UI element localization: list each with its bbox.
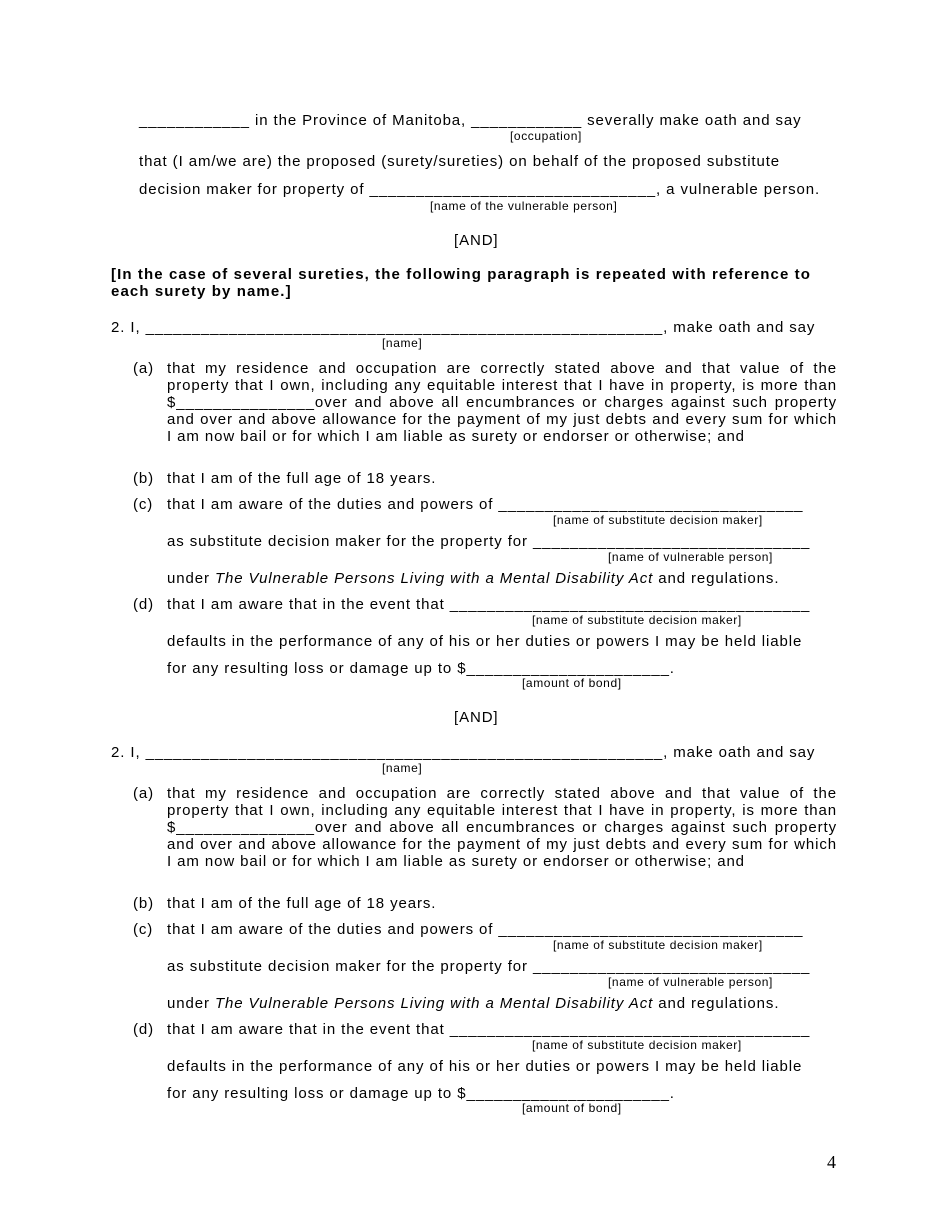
item-c-line-2: as substitute decision maker for the property for ______________________________ bbox=[167, 533, 811, 550]
item-d-line-3: for any resulting loss or damage up to $______________________. bbox=[167, 1085, 675, 1102]
page-number: 4 bbox=[827, 1152, 836, 1172]
item-d-marker: (d) bbox=[133, 1021, 155, 1038]
item-b-marker: (b) bbox=[133, 470, 155, 487]
item-c-marker: (c) bbox=[133, 921, 154, 938]
item-c-marker: (c) bbox=[133, 496, 154, 513]
intro-line-3: decision maker for property of _______________________________, a vulnerable person. bbox=[139, 181, 821, 198]
item-a-text: that my residence and occupation are correctly stated above and that value of the property that I own, including any equitable interest that I have in property, is more than $_______________over and above all encumbrances or charges against such property and over and above allowance for the payment of my just debts and every sum for which I am now bail or for which I am liable as surety or endorser or otherwise; and bbox=[167, 360, 837, 445]
oath-line: 2. I, ________________________________________________________, make oath and say bbox=[111, 744, 816, 761]
oath-line: 2. I, ________________________________________________________, make oath and say bbox=[111, 319, 816, 336]
instruction-note: [In the case of several sureties, the following paragraph is repeated with reference to each surety by name.] bbox=[111, 266, 812, 300]
amount-of-bond-caption: [amount of bond] bbox=[522, 1101, 622, 1115]
item-d-line-2: defaults in the performance of any of his or her duties or powers I may be held liable bbox=[167, 633, 803, 650]
occupation-caption: [occupation] bbox=[510, 129, 582, 143]
item-a-marker: (a) bbox=[133, 785, 155, 802]
vulnerable-person-caption: [name of vulnerable person] bbox=[608, 975, 773, 989]
item-a-text: that my residence and occupation are correctly stated above and that value of the property that I own, including any equitable interest that I have in property, is more than $_______________over and above all encumbrances or charges against such property and over and above allowance for the payment of my just debts and every sum for which I am now bail or for which I am liable as surety or endorser or otherwise; and bbox=[167, 785, 837, 870]
substitute-decision-maker-caption: [name of substitute decision maker] bbox=[532, 613, 742, 627]
item-c-line-3: under The Vulnerable Persons Living with a Mental Disability Act and regulations. bbox=[167, 995, 780, 1012]
amount-of-bond-caption: [amount of bond] bbox=[522, 676, 622, 690]
vulnerable-person-caption: [name of vulnerable person] bbox=[608, 550, 773, 564]
item-a-marker: (a) bbox=[133, 360, 155, 377]
vulnerable-person-caption: [name of the vulnerable person] bbox=[430, 199, 618, 213]
and-separator: [AND] bbox=[454, 709, 499, 726]
item-d-line-1: that I am aware that in the event that _______________________________________ bbox=[167, 1021, 811, 1038]
intro-line-1: ____________ in the Province of Manitoba, ____________ severally make oath and say bbox=[139, 112, 802, 129]
item-b-text: that I am of the full age of 18 years. bbox=[167, 895, 437, 912]
item-c-line-1: that I am aware of the duties and powers of _________________________________ bbox=[167, 921, 804, 938]
and-separator: [AND] bbox=[454, 232, 499, 249]
item-d-line-2: defaults in the performance of any of his or her duties or powers I may be held liable bbox=[167, 1058, 803, 1075]
item-c-line-3: under The Vulnerable Persons Living with a Mental Disability Act and regulations. bbox=[167, 570, 780, 587]
item-b-text: that I am of the full age of 18 years. bbox=[167, 470, 437, 487]
item-d-line-1: that I am aware that in the event that _______________________________________ bbox=[167, 596, 811, 613]
name-caption: [name] bbox=[382, 336, 423, 350]
item-d-line-3: for any resulting loss or damage up to $______________________. bbox=[167, 660, 675, 677]
act-title: The Vulnerable Persons Living with a Mental Disability Act bbox=[214, 995, 654, 1012]
name-caption: [name] bbox=[382, 761, 423, 775]
substitute-decision-maker-caption: [name of substitute decision maker] bbox=[532, 1038, 742, 1052]
item-c-line-2: as substitute decision maker for the property for ______________________________ bbox=[167, 958, 811, 975]
item-c-line-1: that I am aware of the duties and powers of _________________________________ bbox=[167, 496, 804, 513]
substitute-decision-maker-caption: [name of substitute decision maker] bbox=[553, 938, 763, 952]
act-title: The Vulnerable Persons Living with a Mental Disability Act bbox=[214, 570, 654, 587]
item-b-marker: (b) bbox=[133, 895, 155, 912]
substitute-decision-maker-caption: [name of substitute decision maker] bbox=[553, 513, 763, 527]
item-d-marker: (d) bbox=[133, 596, 155, 613]
intro-line-2: that (I am/we are) the proposed (surety/sureties) on behalf of the proposed substitute bbox=[139, 153, 781, 170]
